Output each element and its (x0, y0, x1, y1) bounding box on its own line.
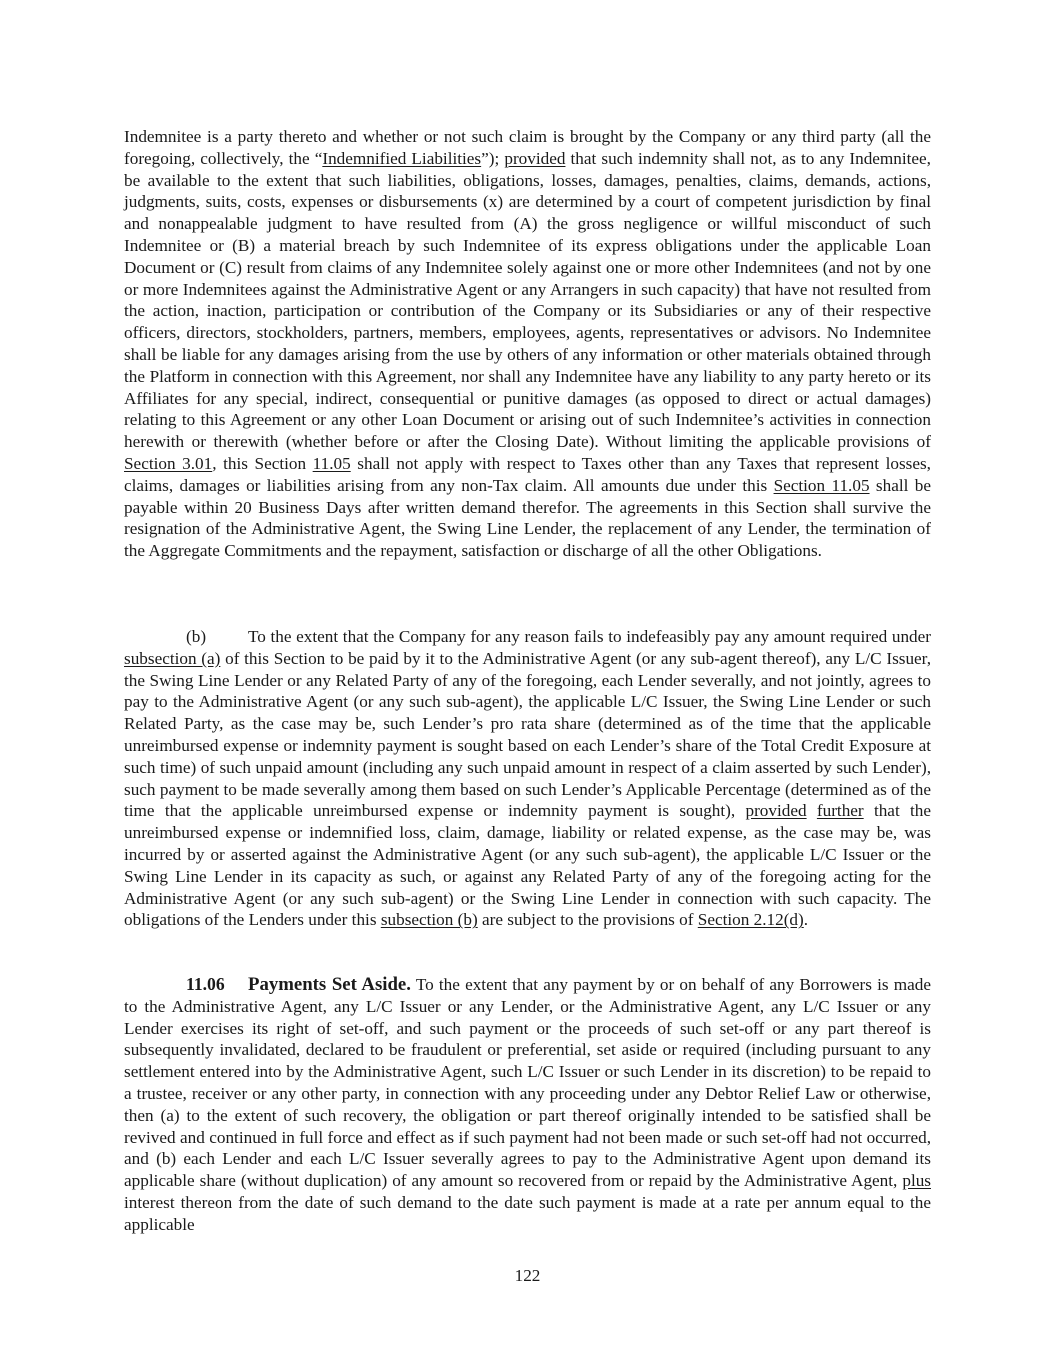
text: interest thereon from the date of such demand to the date such payment is made at a rate per annum equal to the applicable (124, 1192, 931, 1234)
reference-section-11-05: Section 11.05 (773, 475, 870, 495)
reference-section-3-01: Section 3.01 (124, 453, 213, 473)
term-further: further (816, 801, 864, 821)
text: are subject to the provisions of (477, 910, 698, 930)
text: Indemnitee is a party thereto and whether or not such claim is brought by the Company or any third party (all the foregoing, collectively, the “ (124, 127, 931, 168)
text: shall not apply with respect to Taxes other than any Taxes that represent losses, claims, damages or liabilities arising from any non-Tax claim. All amounts due under this (124, 453, 931, 495)
text: To the extent that the Company for any reason fails to indefeasibly pay any amount required under (248, 627, 931, 646)
text: that the unreimbursed expense or indemnified loss, claim, damage, liability or related expense, as the case may be, was incurred by or asserted against the Administrative Agent (or any such sub-agent), the applicable L/C Issuer or the Swing Line Lender in its capacity as such, or against any Related Party of any of the foregoing acting for the Administrative Agent (or any such sub-agent) or the Swing Line Lender in connection with such capacity. The obligations of the Lenders under this (124, 801, 932, 930)
text: , this Section (212, 453, 313, 473)
reference-11-05: 11.05 (312, 453, 351, 473)
term-plus: plus (902, 1171, 931, 1191)
reference-subsection-b: subsection (b) (380, 910, 478, 930)
text: of this Section to be paid by it to the Administrative Agent (or any sub-agent thereof), any L/C Issuer, the Swing Line Lender or any Related Party of any of the foregoing, each Lender severally, and not jointly, agrees to pay to the Administrative Agent (or any such sub-agent), the applicable L/C Issuer, the Swing Line Lender or such Related Party, as the case may be, such Lender’s pro rata share (determined as of the time that the applicable unreimbursed expense or indemnity payment is sought based on each Lender’s share of the Total Credit Exposure at such time) of such unpaid amount (including any such unpaid amount in respect of a claim asserted by such Lender), such payment to be made severally among them based on such Lender’s Applicable Percentage (determined as of the time that the applicable unreimbursed expense or indemnity payment is sought), (124, 648, 932, 821)
text: shall be payable within 20 Business Days after written demand therefor. The agreements in this Section shall survive the resignation of the Administrative Agent, the Swing Line Lender, the replacement of any Lender, the termination of the Aggregate Commitments and the repayment, satisfaction or discharge of all the other Obligations. (124, 475, 932, 561)
paragraph-section-11-06 (124, 974, 931, 1236)
paragraph-subsection-b (124, 626, 931, 931)
text: . (803, 910, 809, 930)
section-title: Payments Set Aside. (248, 974, 411, 995)
section-number: 11.06 (186, 974, 225, 994)
term-provided: provided (504, 148, 566, 168)
reference-subsection-a: subsection (a) (124, 648, 221, 668)
subsection-label: (b) (186, 627, 207, 646)
defined-term-indemnified-liabilities: Indemnified Liabilities (322, 148, 482, 168)
text (807, 801, 817, 820)
paragraph-indemnity-continuation (124, 126, 931, 562)
page-number: 122 (514, 1266, 541, 1285)
reference-section-2-12-d: Section 2.12(d) (697, 910, 804, 930)
text: ”); (481, 148, 505, 168)
text: that such indemnity shall not, as to any Indemnitee, be available to the extent that such liabilities, obligations, losses, damages, penalties, claims, demands, actions, judgments, suits, costs, expenses or disbursements (x) are determined by a court of competent jurisdiction by final and nonappealable judgment to have resulted from (A) the gross negligence or willful misconduct of such Indemnitee or (B) a material breach by such Indemnitee of its express obligations under the applicable Loan Document or (C) result from claims of any Indemnitee solely against one or more other Indemnitees (and not by one or more Indemnitees against the Administrative Agent or any Arrangers in such capacity) that have not resulted from the action, inaction, participation or contribution of the Company or its Subsidiaries or any of their respective officers, directors, stockholders, partners, members, employees, agents, representatives or advisors. No Indemnitee shall be liable for any damages arising from the use by others of any information or other materials obtained through the Platform in connection with this Agreement, nor shall any Indemnitee have any liability to any party hereto or its Affiliates for any special, indirect, consequential or punitive damages (as opposed to direct or actual damages) relating to this Agreement or any other Loan Document or arising out of such Indemnitee’s activities in connection herewith or therewith (whether before or after the Closing Date). Without limiting the applicable provisions of (124, 148, 931, 452)
text: To the extent that any payment by or on behalf of any Borrowers is made to the Administrative Agent, any L/C Issuer or any Lender, or the Administrative Agent, any L/C Issuer or any Lender exercises its right of set-off, and such payment or the proceeds of such set-off or any part thereof is subsequently invalidated, declared to be fraudulent or preferential, set aside or required (including pursuant to any settlement entered into by the Administrative Agent, such L/C Issuer or such Lender in its discretion) to be repaid to a trustee, receiver or any other party, in connection with any proceeding under any Debtor Relief Law or otherwise, then (a) to the extent of such recovery, the obligation or part thereof originally intended to be satisfied shall be revived and continued in full force and effect as if such payment had not been made or such set-off had not occurred, and (b) each Lender and each L/C Issuer severally agrees to pay to the Administrative Agent upon demand its applicable share (without duplication) of any amount so recovered from or repaid by the Administrative Agent, (124, 975, 931, 1191)
term-provided: provided (745, 801, 807, 821)
